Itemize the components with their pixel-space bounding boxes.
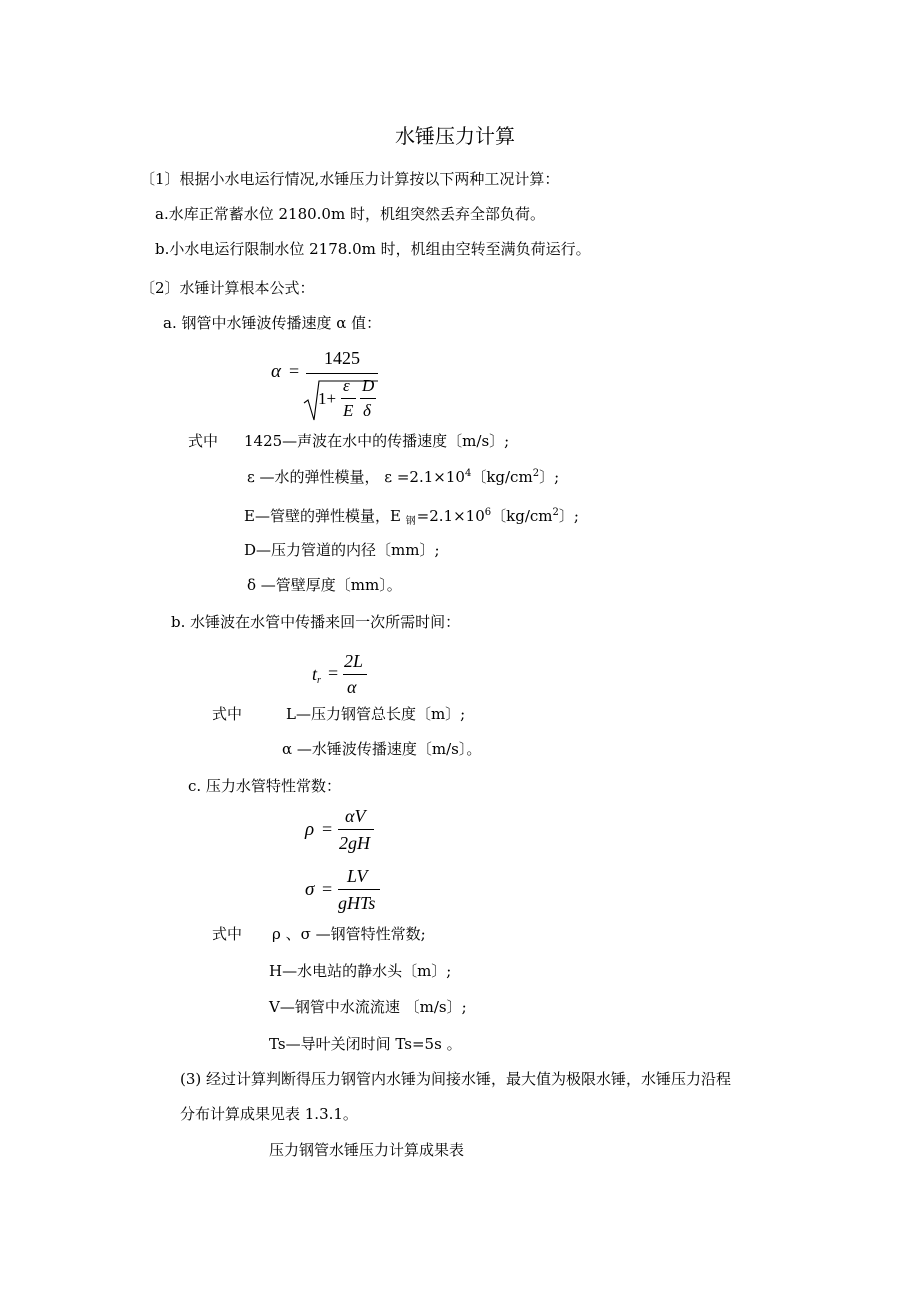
equals-sign: = bbox=[322, 819, 333, 839]
denominator-alpha: α bbox=[347, 677, 357, 697]
numerator-LV: LV bbox=[347, 866, 368, 886]
section3-line2: 分布计算成果见表 1.3.1。 bbox=[180, 1105, 358, 1123]
t-var: tr bbox=[312, 664, 321, 686]
equals-sign: = bbox=[322, 879, 333, 899]
part-b-heading: b. 水锤波在水管中传播来回一次所需时间： bbox=[171, 613, 461, 631]
page-title: 水锤压力计算 bbox=[395, 124, 515, 148]
denominator-2gH: 2gH bbox=[339, 833, 370, 853]
modulus-E-var: E bbox=[343, 401, 354, 420]
section2-heading: 〔2〕水锤计算根本公式： bbox=[140, 279, 315, 297]
section3-line1: (3) 经过计算判断得压力钢管内水锤为间接水锤，最大值为极限水锤，水锤压力沿程 bbox=[180, 1070, 732, 1088]
fraction-bar bbox=[343, 674, 367, 675]
part-c-heading: c. 压力水管特性常数： bbox=[188, 777, 341, 795]
formula-numerator: 1425 bbox=[324, 348, 360, 368]
fraction-bar bbox=[341, 398, 356, 399]
def-L: L—压力钢管总长度〔m〕; bbox=[286, 705, 466, 723]
part-a-heading: a. 钢管中水锤波传播速度 α 值： bbox=[163, 314, 382, 332]
def-1425: 1425—声波在水中的传播速度〔m/s〕; bbox=[244, 432, 510, 450]
def-V: V—钢管中水流流速 〔m/s〕; bbox=[269, 998, 467, 1016]
epsilon-var: ε bbox=[343, 376, 350, 395]
def-alpha: α —水锤波传播速度〔m/s〕。 bbox=[282, 740, 482, 758]
def-D: D—压力管道的内径〔mm〕; bbox=[244, 541, 440, 559]
where-label-a: 式中 bbox=[188, 432, 219, 450]
numerator-2L: 2L bbox=[344, 651, 364, 671]
fraction-bar bbox=[338, 889, 380, 890]
one-plus: 1+ bbox=[318, 389, 337, 408]
def-H: H—水电站的静水头〔m〕; bbox=[269, 962, 452, 980]
numerator-alphaV: αV bbox=[345, 806, 366, 826]
fraction-bar bbox=[360, 398, 376, 399]
fraction-bar bbox=[306, 373, 378, 374]
equals-sign: = bbox=[328, 663, 339, 683]
def-E: E—管壁的弹性模量，E $_钢=2.1\times 10^6$〔$kg/cm^2$〕; bbox=[244, 507, 579, 527]
alpha-symbol: α bbox=[271, 361, 281, 382]
table-caption: 压力钢管水锤压力计算成果表 bbox=[269, 1141, 465, 1159]
case-b: b.小水电运行限制水位 2178.0m 时，机组由空转至满负荷运行。 bbox=[155, 240, 591, 258]
delta-var: δ bbox=[363, 401, 371, 420]
def-rho-sigma: ρ 、σ —钢管特性常数; bbox=[272, 925, 426, 943]
fraction-bar bbox=[338, 829, 374, 830]
def-delta: δ —管壁厚度〔mm〕。 bbox=[247, 576, 402, 594]
diameter-D-var: D bbox=[362, 376, 375, 395]
sigma-symbol: σ bbox=[305, 879, 315, 900]
rho-symbol: ρ bbox=[305, 819, 315, 840]
equals-sign: = bbox=[289, 361, 300, 381]
def-Ts: Ts—导叶关闭时间 Ts=5s 。 bbox=[269, 1035, 462, 1053]
denominator-gHTs: gHTs bbox=[338, 893, 376, 913]
where-label-b: 式中 bbox=[212, 705, 243, 723]
case-a: a.水库正常蓄水位 2180.0m 时，机组突然丢弃全部负荷。 bbox=[155, 205, 545, 223]
def-epsilon: ε —水的弹性模量， $\varepsilon =2.1\times 10^4$〔$kg/cm^2$〕; bbox=[247, 468, 560, 486]
where-label-c: 式中 bbox=[212, 925, 243, 943]
section1-heading: 〔1〕根据小水电运行情况,水锤压力计算按以下两种工况计算： bbox=[140, 170, 560, 188]
